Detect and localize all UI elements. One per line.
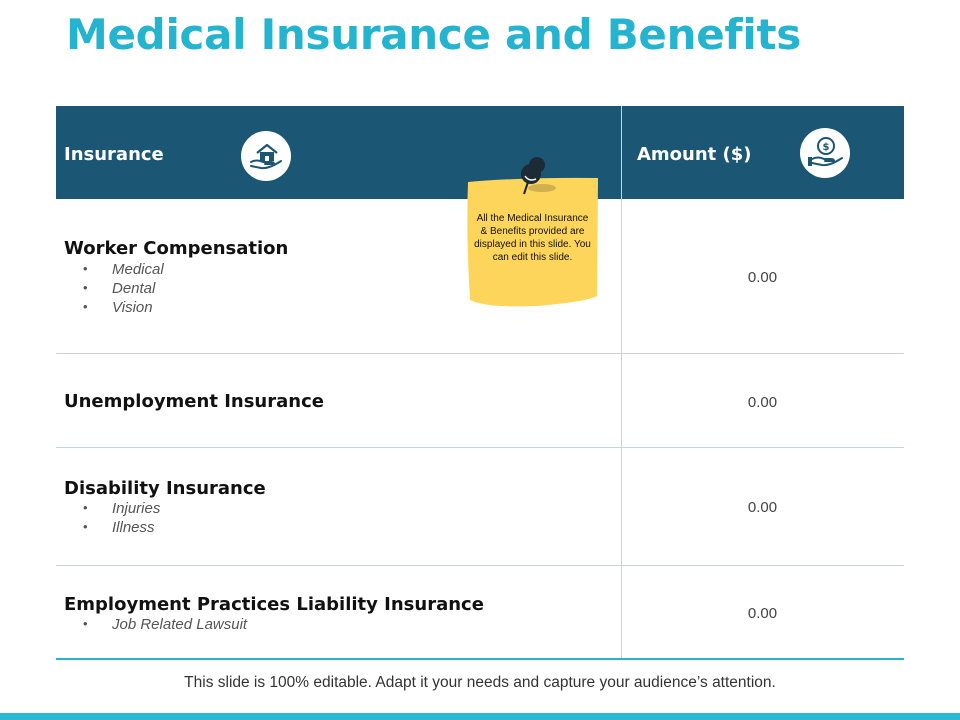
list-item: • Illness xyxy=(83,519,155,536)
bottom-accent-bar xyxy=(0,713,960,720)
dollar-coin-in-hand-icon xyxy=(800,128,850,178)
table-bottom-border xyxy=(56,658,904,660)
row-title-employment-practices-liability-insurance: Employment Practices Liability Insurance xyxy=(64,594,484,615)
row-title-worker-compensation: Worker Compensation xyxy=(64,238,289,259)
list-item: • Dental xyxy=(83,280,156,297)
amount-value: 0.00 xyxy=(747,269,778,286)
amount-value: 0.00 xyxy=(747,605,778,622)
list-item: • Medical xyxy=(83,261,164,278)
row-title-unemployment-insurance: Unemployment Insurance xyxy=(64,391,324,412)
insurance-column-header: Insurance xyxy=(64,144,164,165)
list-item: • Injuries xyxy=(83,500,161,517)
amount-value: 0.00 xyxy=(747,394,778,411)
list-item: • Job Related Lawsuit xyxy=(83,616,248,633)
push-pin-icon xyxy=(510,154,560,196)
svg-text:$: $ xyxy=(822,142,830,153)
amount-column-header: Amount ($) xyxy=(637,144,752,165)
amount-value: 0.00 xyxy=(747,499,778,516)
row-divider xyxy=(56,565,904,566)
footer-caption: This slide is 100% editable. Adapt it your needs and capture your audience’s attention. xyxy=(184,674,776,691)
sticky-note-text: All the Medical Insurance & Benefits provided are displayed in this slide. You can edit this slide. xyxy=(474,213,591,263)
row-divider xyxy=(56,353,904,354)
column-divider xyxy=(621,106,622,660)
row-title-disability-insurance: Disability Insurance xyxy=(64,478,266,499)
row-divider xyxy=(56,447,904,448)
house-in-hand-icon xyxy=(241,131,291,181)
slide-title: Medical Insurance and Benefits xyxy=(66,10,801,59)
list-item: • Vision xyxy=(83,299,153,316)
